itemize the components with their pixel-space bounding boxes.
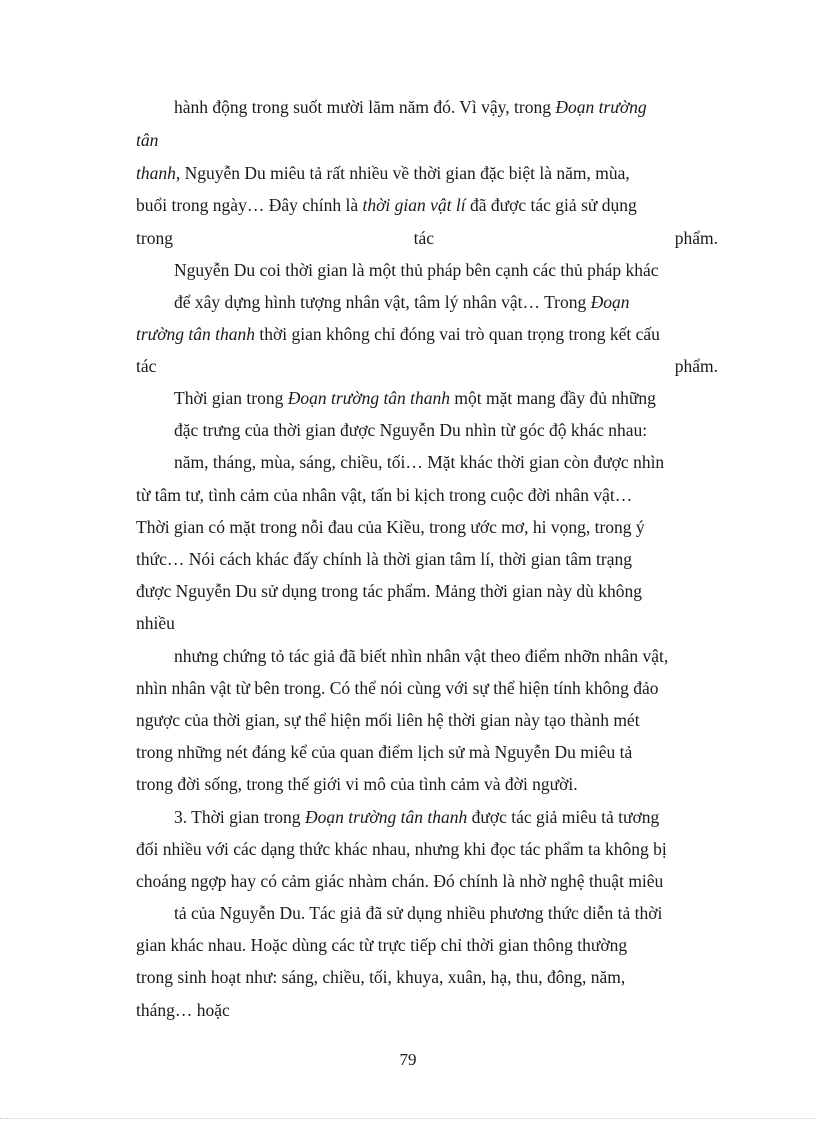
text-line: đặc trưng của thời gian được Nguyễn Du nhìn từ góc độ khác nhau: <box>174 420 648 440</box>
text-line: tháng… hoặc <box>136 1000 230 1020</box>
text-line: trường tân thanh thời gian không chỉ đóng vai trò quan trọng trong kết cấu <box>136 324 660 344</box>
text-line: tân <box>136 130 159 150</box>
text-line: tác phẩm. <box>136 356 718 376</box>
text-line: từ tâm tư, tình cảm của nhân vật, tấn bi kịch trong cuộc đời nhân vật… <box>136 485 633 505</box>
page-footer-divider <box>0 1118 816 1119</box>
text-line: Nguyễn Du coi thời gian là một thủ pháp bên cạnh các thủ pháp khác <box>174 260 659 280</box>
text-line: trong đời sống, trong thế giới vi mô của tình cảm và đời người. <box>136 774 578 794</box>
text-line: tả của Nguyễn Du. Tác giả đã sử dụng nhiều phương thức diễn tả thời <box>174 903 663 923</box>
text-line: gian khác nhau. Hoặc dùng các từ trực tiếp chỉ thời gian thông thường <box>136 935 628 955</box>
text-line: choáng ngợp hay có cảm giác nhàm chán. Đó chính là nhờ nghệ thuật miêu <box>136 871 664 891</box>
text-line: 3. Thời gian trong Đoạn trường tân thanh được tác giả miêu tả tương <box>174 807 660 827</box>
text-line: buổi trong ngày… Đây chính là thời gian vật lí đã được tác giả sử dụng <box>136 195 637 215</box>
page-number: 79 <box>399 1050 417 1069</box>
text-line: năm, tháng, mùa, sáng, chiều, tối… Mặt khác thời gian còn được nhìn <box>174 452 665 472</box>
text-line: ngược của thời gian, sự thể hiện mối liên hệ thời gian này tạo thành mét <box>136 710 640 730</box>
text-line: đối nhiều với các dạng thức khác nhau, nhưng khi đọc tác phẩm ta không bị <box>136 839 667 859</box>
text-line: trong tác phẩm. <box>136 228 718 248</box>
text-line: thức… Nói cách khác đấy chính là thời gian tâm lí, thời gian tâm trạng <box>136 549 632 569</box>
text-line: nhiều <box>136 613 175 633</box>
text-line: được Nguyễn Du sử dụng trong tác phẩm. Mảng thời gian này dù không <box>136 581 643 601</box>
text-line: Thời gian có mặt trong nỗi đau của Kiều, trong ước mơ, hi vọng, trong ý <box>136 517 645 537</box>
text-line: hành động trong suốt mười lăm năm đó. Vì vậy, trong Đoạn trường <box>174 97 647 117</box>
text-line: trong những nét đáng kể của quan điểm lịch sử mà Nguyễn Du miêu tả <box>136 742 633 762</box>
text-line: để xây dựng hình tượng nhân vật, tâm lý nhân vật… Trong Đoạn <box>174 292 630 312</box>
text-line: Thời gian trong Đoạn trường tân thanh một mặt mang đầy đủ những <box>174 388 656 408</box>
text-line: nhưng chứng tỏ tác giả đã biết nhìn nhân vật theo điểm nhỡn nhân vật, <box>174 646 669 666</box>
text-line: trong sinh hoạt như: sáng, chiều, tối, khuya, xuân, hạ, thu, đông, năm, <box>136 967 626 987</box>
text-line: thanh, Nguyễn Du miêu tả rất nhiều về thời gian đặc biệt là năm, mùa, <box>136 163 630 183</box>
text-line: nhìn nhân vật từ bên trong. Có thể nói cùng với sự thể hiện tính không đảo <box>136 678 659 698</box>
